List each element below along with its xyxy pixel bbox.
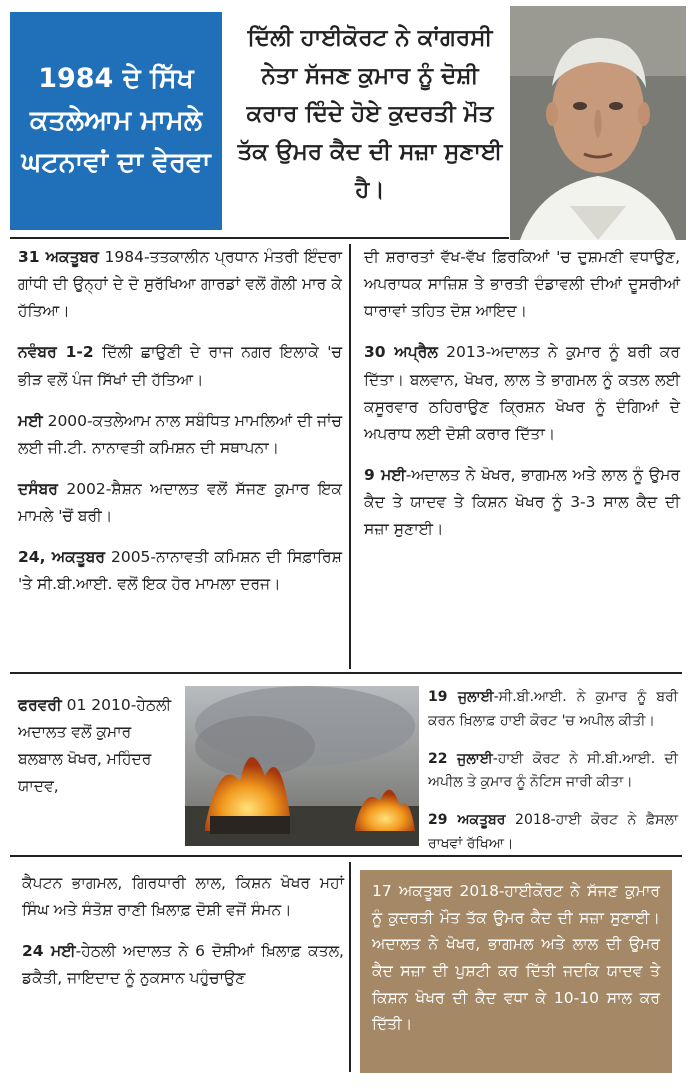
event-item: 24 ਮਈ-ਹੇਠਲੀ ਅਦਾਲਤ ਨੇ 6 ਦੋਸ਼ੀਆਂ ਖ਼ਿਲਾਫ਼ ਕਤਲ, ਡਕੈਤੀ, ਜਾਇਦਾਦ ਨੂੰ ਨੁਕਸਾਨ ਪਹੁੰਚਾਉਣ — [22, 942, 344, 988]
verdict-highlight-box: 17 ਅਕਤੂਬਰ 2018-ਹਾਈਕੋਰਟ ਨੇ ਸੱਜਣ ਕੁਮਾਰ ਨੂੰ ਕੁਦਰਤੀ ਮੌਤ ਤੱਕ ਉਮਰ ਕੈਦ ਦੀ ਸਜ਼ਾ ਸੁਣਾਈ। ਅਦਾਲਤ ਨੇ ਖੋਖਰ, ਭਾਗਮਲ ਅਤੇ ਲਾਲ ਦੀ ਉਮਰ ਕੈਦ ਸਜ਼ਾ ਦੀ ਪੁਸ਼ਟੀ ਕਰ ਦਿੱਤੀ ਜਦਕਿ ਯਾਦਵ ਤੇ ਕਿਸ਼ਨ ਖੋਖਰ ਦੀ ਕੈਦ ਵਧਾ ਕੇ 10-10 ਸਾਲ ਕਰ ਦਿੱਤੀ। — [360, 870, 672, 1073]
fire-photo — [185, 686, 419, 846]
headline: ਦਿੱਲੀ ਹਾਈਕੋਰਟ ਨੇ ਕਾਂਗਰਸੀ ਨੇਤਾ ਸੱਜਣ ਕੁਮਾਰ ਨੂੰ ਦੋਸ਼ੀ ਕਰਾਰ ਦਿੰਦੇ ਹੋਏ ਕੁਦਰਤੀ ਮੌਤ ਤੱਕ ਉਮਰ ਕੈਦ ਦੀ ਸਜ਼ਾ ਸੁਣਾਈ ਹੈ। — [237, 25, 503, 203]
event-item: ਕੈਪਟਨ ਭਾਗਮਲ, ਗਿਰਧਾਰੀ ਲਾਲ, ਕਿਸ਼ਨ ਖੋਖਰ ਮਹਾਂ ਸਿੰਘ ਅਤੇ ਸੰਤੋਸ਼ ਰਾਣੀ ਖ਼ਿਲਾਫ਼ ਦੋਸ਼ੀ ਵਜੋਂ ਸੰਮਨ। — [22, 874, 344, 920]
event-item: ਦਸੰਬਰ 2002-ਸ਼ੈਸ਼ਨ ਅਦਾਲਤ ਵਲੋਂ ਸੱਜਣ ਕੁਮਾਰ ਇਕ ਮਾਮਲੇ 'ਚੋਂ ਬਰੀ। — [18, 479, 342, 525]
event-item: ਨਵੰਬਰ 1-2 ਦਿੱਲੀ ਛਾਉਣੀ ਦੇ ਰਾਜ ਨਗਰ ਇਲਾਕੇ 'ਚ ਭੀੜ ਵਲੋਂ ਪੰਜ ਸਿੱਖਾਂ ਦੀ ਹੱਤਿਆ। — [18, 343, 342, 389]
title-line-3: ਘਟਨਾਵਾਂ ਦਾ ਵੇਰਵਾ — [21, 146, 211, 178]
event-item: ਦੀ ਸ਼ਰਾਰਤਾਂ ਵੱਖ-ਵੱਖ ਫ਼ਿਰਕਿਆਂ 'ਚ ਦੁਸ਼ਮਣੀ ਵਧਾਉਣ, ਅਪਰਾਧਕ ਸਾਜ਼ਿਸ਼ ਤੇ ਭਾਰਤੀ ਦੰਡਾਵਲੀ ਦੀਆਂ ਦੂਸਰੀਆਂ ਧਾਰਾਵਾਂ ਤਹਿਤ ਦੋਸ਼ ਆਇਦ। — [364, 248, 680, 321]
portrait-photo — [510, 6, 686, 240]
left-column — [18, 244, 342, 612]
event-item: 9 ਮਈ-ਅਦਾਲਤ ਨੇ ਖੋਖਰ, ਭਾਗਮਲ ਅਤੇ ਲਾਲ ਨੂੰ ਉਮਰ ਕੈਦ ਤੇ ਯਾਦਵ ਤੇ ਕਿਸ਼ਨ ਖੋਖਰ ਨੂੰ 3-3 ਸਾਲ ਕੈਦ ਦੀ ਸਜ਼ਾ ਸੁਣਾਈ। — [364, 465, 681, 539]
divider-middle — [10, 672, 682, 674]
title-box — [10, 12, 222, 230]
event-item: ਮਈ 2000-ਕਤਲੇਆਮ ਨਾਲ ਸਬੰਧਿਤ ਮਾਮਲਿਆਂ ਦੀ ਜਾਂਚ ਲਈ ਜੀ.ਟੀ. ਨਾਨਾਵਤੀ ਕਮਿਸ਼ਨ ਦੀ ਸਥਾਪਨਾ। — [18, 411, 342, 457]
event-item: 19 ਜੁਲਾਈ-ਸੀ.ਬੀ.ਆਈ. ਨੇ ਕੁਮਾਰ ਨੂੰ ਬਰੀ ਕਰਨ ਖ਼ਿਲਾਫ਼ ਹਾਈ ਕੋਰਟ 'ਚ ਅਪੀਲ ਕੀਤੀ। — [428, 689, 678, 729]
right-column — [364, 244, 680, 557]
july-entries — [428, 686, 678, 871]
bottom-left-column — [22, 870, 344, 1007]
event-item: 30 ਅਪ੍ਰੈਲ 2013-ਅਦਾਲਤ ਨੇ ਕੁਮਾਰ ਨੂੰ ਬਰੀ ਕਰ ਦਿੱਤਾ। ਬਲਵਾਨ, ਖੋਖਰ, ਲਾਲ ਤੇ ਭਾਗਮਲ ਨੂੰ ਕਤਲ ਲਈ ਕਸੂਰਵਾਰ ਠਹਿਰਾਉਣ ਕ੍ਰਿਸ਼ਨ ਖੋਖਰ ਨੂੰ ਦੰਗਿਆਂ ਦੇ ਅਪਰਾਧ ਲਈ ਦੋਸ਼ੀ ਕਰਾਰ ਦਿੱਤਾ। — [364, 343, 680, 443]
title-line-2: ਕਤਲੇਆਮ ਮਾਮਲੇ — [30, 105, 202, 137]
event-item: 31 ਅਕਤੂਬਰ 1984-ਤਤਕਾਲੀਨ ਪ੍ਰਧਾਨ ਮੰਤਰੀ ਇੰਦਰਾ ਗਾਂਧੀ ਦੀ ਉਨ੍ਹਾਂ ਦੇ ਦੋ ਸੁਰੱਖਿਆ ਗਾਰਡਾਂ ਵਲੋਂ ਗੋਲੀ ਮਾਰ ਕੇ ਹੱਤਿਆ। — [18, 248, 342, 321]
fire-image — [185, 686, 419, 846]
portrait-image — [510, 6, 686, 240]
divider-top — [10, 237, 509, 239]
event-item: 22 ਜੁਲਾਈ-ਹਾਈ ਕੋਰਟ ਨੇ ਸੀ.ਬੀ.ਆਈ. ਦੀ ਅਪੀਲ ਤੇ ਕੁਮਾਰ ਨੂੰ ਨੋਟਿਸ ਜਾਰੀ ਕੀਤਾ। — [428, 750, 678, 791]
event-item: 29 ਅਕਤੂਬਰ 2018-ਹਾਈ ਕੋਰਟ ਨੇ ਫ਼ੈਸਲਾ ਰਾਖਵਾਂ ਰੱਖਿਆ। — [428, 812, 678, 852]
column-divider-bottom — [349, 862, 351, 1072]
title-line-1: 1984 ਦੇ ਸਿੱਖ — [38, 63, 194, 95]
feb-entry: ਫਰਵਰੀ 01 2010-ਹੇਠਲੀ ਅਦਾਲਤ ਵਲੋਂ ਕੁਮਾਰ ਬਲਬਾਲ ਖੋਖਰ, ਮਹਿੰਦਰ ਯਾਦਵ, — [18, 696, 172, 796]
column-divider — [349, 244, 351, 669]
event-item: 24, ਅਕਤੂਬਰ 2005-ਨਾਨਾਵਤੀ ਕਮਿਸ਼ਨ ਦੀ ਸਿਫ਼ਾਰਿਸ਼ 'ਤੇ ਸੀ.ਬੀ.ਆਈ. ਵਲੋਂ ਇਕ ਹੋਰ ਮਾਮਲਾ ਦਰਜ। — [18, 548, 342, 594]
